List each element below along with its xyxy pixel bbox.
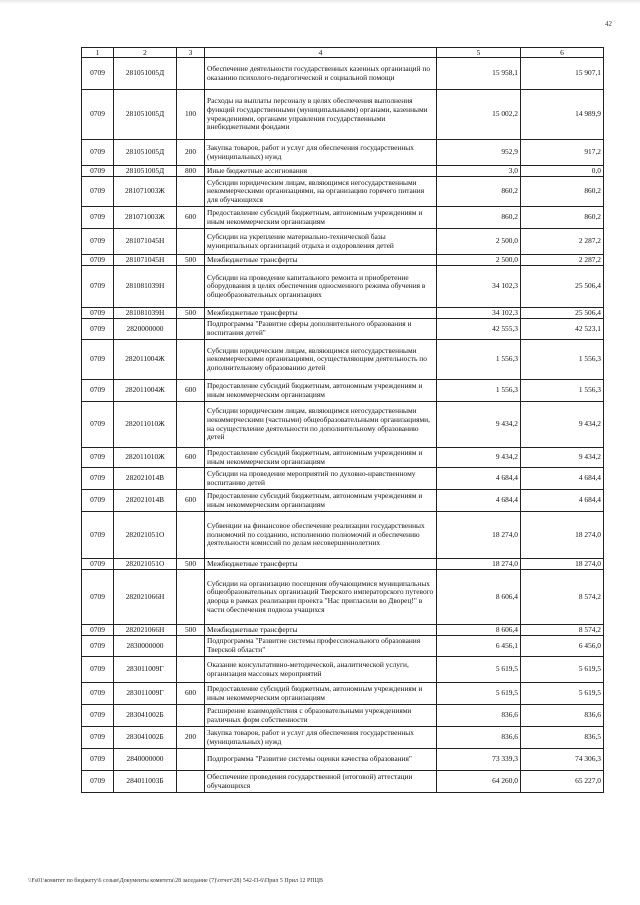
section-code-cell: 0709	[82, 448, 114, 468]
target-code-cell: 281071045Н	[114, 229, 177, 255]
target-code-cell: 282021051О	[114, 512, 177, 559]
table-row	[82, 340, 604, 380]
planned-amount-cell: 836,6	[437, 727, 521, 749]
table-row	[82, 266, 604, 308]
actual-amount-cell: 18 274,0	[521, 512, 604, 559]
expense-type-cell	[177, 771, 205, 793]
actual-amount-cell: 5 619,5	[521, 683, 604, 705]
actual-amount-cell: 65 227,0	[521, 771, 604, 793]
expense-type-cell	[177, 402, 205, 448]
item-name-cell: Субсидии на укрепление материально-технической базы муниципальных организаций отдыха и оздоровления детей	[205, 229, 437, 255]
expense-type-cell	[177, 749, 205, 771]
actual-amount-cell: 860,2	[521, 207, 604, 229]
section-code-cell: 0709	[82, 58, 114, 90]
item-name-cell: Предоставление субсидий бюджетным, автономным учреждениям и иным некоммерческим организациям	[205, 207, 437, 229]
section-code-cell: 0709	[82, 657, 114, 683]
target-code-cell: 282021066Н	[114, 625, 177, 636]
item-name-cell: Предоставление субсидий бюджетным, автономным учреждениям и иным некоммерческим организациям	[205, 380, 437, 402]
expense-type-cell: 200	[177, 140, 205, 166]
table-row	[82, 448, 604, 468]
section-code-cell: 0709	[82, 705, 114, 727]
target-code-cell: 2830000000	[114, 636, 177, 657]
item-name-cell: Субвенции на финансовое обеспечение реализации государственных полномочий по созданию, исполнению полномочий и обеспечению деятельности комиссий по делам несовершеннолетних	[205, 512, 437, 559]
target-code-cell: 282011004Ж	[114, 340, 177, 380]
section-code-cell: 0709	[82, 570, 114, 625]
table-row	[82, 490, 604, 512]
expense-type-cell: 600	[177, 380, 205, 402]
target-code-cell: 282021066Н	[114, 570, 177, 625]
table-row	[82, 570, 604, 625]
item-name-cell: Межбюджетные трансферты	[205, 255, 437, 266]
expense-type-cell: 500	[177, 308, 205, 319]
column-number: 6	[521, 48, 604, 58]
expense-type-cell: 500	[177, 559, 205, 570]
table-row	[82, 90, 604, 140]
item-name-cell: Расходы на выплаты персоналу в целях обеспечения выполнения функций государственными (муниципальными) органами, казенными учреждениями, органами управления государственными внебюджетными фондами	[205, 90, 437, 140]
section-code-cell: 0709	[82, 340, 114, 380]
planned-amount-cell: 1 556,3	[437, 340, 521, 380]
expense-type-cell	[177, 229, 205, 255]
item-name-cell: Субсидии на организацию посещения обучающимися муниципальных общеобразовательных организаций Тверского императорского путевого дворца в рамках реализации проекта "Нас пригласили во Дворец!" в части обеспечения подвоза учащихся	[205, 570, 437, 625]
table-row	[82, 177, 604, 207]
item-name-cell: Межбюджетные трансферты	[205, 308, 437, 319]
section-code-cell: 0709	[82, 140, 114, 166]
actual-amount-cell: 6 456,0	[521, 636, 604, 657]
actual-amount-cell: 917,2	[521, 140, 604, 166]
target-code-cell: 283011009Г	[114, 657, 177, 683]
expense-type-cell: 600	[177, 683, 205, 705]
planned-amount-cell: 4 684,4	[437, 490, 521, 512]
expense-type-cell: 600	[177, 448, 205, 468]
actual-amount-cell: 9 434,2	[521, 448, 604, 468]
table-row	[82, 625, 604, 636]
table-row	[82, 657, 604, 683]
actual-amount-cell: 18 274,0	[521, 559, 604, 570]
table-row	[82, 402, 604, 448]
table-row	[82, 255, 604, 266]
planned-amount-cell: 4 684,4	[437, 468, 521, 490]
planned-amount-cell: 836,6	[437, 705, 521, 727]
table-row	[82, 559, 604, 570]
table-row	[82, 319, 604, 340]
column-number: 2	[114, 48, 177, 58]
actual-amount-cell: 860,2	[521, 177, 604, 207]
planned-amount-cell: 5 619,5	[437, 657, 521, 683]
section-code-cell: 0709	[82, 177, 114, 207]
target-code-cell: 283041002Б	[114, 705, 177, 727]
section-code-cell: 0709	[82, 380, 114, 402]
item-name-cell: Предоставление субсидий бюджетным, автономным учреждениям и иным некоммерческим организациям	[205, 683, 437, 705]
table-row	[82, 705, 604, 727]
expense-type-cell	[177, 177, 205, 207]
item-name-cell: Субсидии на проведение мероприятий по духовно-нравственному воспитанию детей	[205, 468, 437, 490]
expense-type-cell	[177, 657, 205, 683]
actual-amount-cell: 25 506,4	[521, 308, 604, 319]
section-code-cell: 0709	[82, 490, 114, 512]
target-code-cell: 281071045Н	[114, 255, 177, 266]
table-row	[82, 229, 604, 255]
planned-amount-cell: 5 619,5	[437, 683, 521, 705]
expense-type-cell: 600	[177, 490, 205, 512]
planned-amount-cell: 952,9	[437, 140, 521, 166]
item-name-cell: Обеспечение проведения государственной (итоговой) аттестации обучающихся	[205, 771, 437, 793]
planned-amount-cell: 9 434,2	[437, 402, 521, 448]
target-code-cell: 281051005Д	[114, 58, 177, 90]
planned-amount-cell: 1 556,3	[437, 380, 521, 402]
table-row	[82, 749, 604, 771]
target-code-cell: 282021014В	[114, 490, 177, 512]
actual-amount-cell: 1 556,3	[521, 380, 604, 402]
target-code-cell: 281071003Ж	[114, 177, 177, 207]
section-code-cell: 0709	[82, 625, 114, 636]
section-code-cell: 0709	[82, 636, 114, 657]
section-code-cell: 0709	[82, 512, 114, 559]
planned-amount-cell: 860,2	[437, 177, 521, 207]
section-code-cell: 0709	[82, 402, 114, 448]
table-row	[82, 140, 604, 166]
planned-amount-cell: 73 339,3	[437, 749, 521, 771]
section-code-cell: 0709	[82, 207, 114, 229]
target-code-cell: 281051005Д	[114, 166, 177, 177]
actual-amount-cell: 836,6	[521, 705, 604, 727]
expense-type-cell	[177, 266, 205, 308]
section-code-cell: 0709	[82, 468, 114, 490]
table-row	[82, 683, 604, 705]
planned-amount-cell: 42 555,3	[437, 319, 521, 340]
expense-type-cell: 200	[177, 727, 205, 749]
planned-amount-cell: 18 274,0	[437, 559, 521, 570]
target-code-cell: 281051005Д	[114, 90, 177, 140]
column-number: 5	[437, 48, 521, 58]
target-code-cell: 282021014В	[114, 468, 177, 490]
target-code-cell: 281051005Д	[114, 140, 177, 166]
target-code-cell: 281071003Ж	[114, 207, 177, 229]
planned-amount-cell: 3,0	[437, 166, 521, 177]
planned-amount-cell: 9 434,2	[437, 448, 521, 468]
target-code-cell: 282011010Ж	[114, 448, 177, 468]
expense-type-cell	[177, 570, 205, 625]
page-number: 42	[605, 20, 612, 28]
section-code-cell: 0709	[82, 771, 114, 793]
expense-type-cell	[177, 340, 205, 380]
section-code-cell: 0709	[82, 90, 114, 140]
item-name-cell: Оказание консультативно-методической, аналитической услуги, организация массовых мероприятий	[205, 657, 437, 683]
item-name-cell: Субсидии юридическим лицам, являющимся негосударственными некоммерческими организациями, осуществляющим деятельность по дополнительному образованию детей	[205, 340, 437, 380]
table-row	[82, 380, 604, 402]
expense-type-cell	[177, 319, 205, 340]
actual-amount-cell: 2 287,2	[521, 255, 604, 266]
actual-amount-cell: 42 523,1	[521, 319, 604, 340]
actual-amount-cell: 14 989,9	[521, 90, 604, 140]
item-name-cell: Подпрограмма "Развитие системы профессионального образования Тверской области"	[205, 636, 437, 657]
target-code-cell: 284011003Б	[114, 771, 177, 793]
target-code-cell: 281081039Н	[114, 266, 177, 308]
column-number-row	[82, 48, 604, 58]
actual-amount-cell: 8 574,2	[521, 625, 604, 636]
item-name-cell: Подпрограмма "Развитие системы оценки качества образования"	[205, 749, 437, 771]
table-row	[82, 468, 604, 490]
target-code-cell: 282011004Ж	[114, 380, 177, 402]
actual-amount-cell: 15 907,1	[521, 58, 604, 90]
actual-amount-cell: 4 684,4	[521, 490, 604, 512]
planned-amount-cell: 64 260,0	[437, 771, 521, 793]
item-name-cell: Межбюджетные трансферты	[205, 625, 437, 636]
actual-amount-cell: 9 434,2	[521, 402, 604, 448]
actual-amount-cell: 836,5	[521, 727, 604, 749]
scan-edge	[0, 0, 640, 4]
item-name-cell: Предоставление субсидий бюджетным, автономным учреждениям и иным некоммерческим организациям	[205, 448, 437, 468]
section-code-cell: 0709	[82, 166, 114, 177]
actual-amount-cell: 4 684,4	[521, 468, 604, 490]
planned-amount-cell: 34 102,3	[437, 308, 521, 319]
table-row	[82, 727, 604, 749]
actual-amount-cell: 8 574,2	[521, 570, 604, 625]
section-code-cell: 0709	[82, 308, 114, 319]
expense-type-cell	[177, 58, 205, 90]
item-name-cell: Закупка товаров, работ и услуг для обеспечения государственных (муниципальных) нужд	[205, 140, 437, 166]
planned-amount-cell: 2 500,0	[437, 229, 521, 255]
planned-amount-cell: 860,2	[437, 207, 521, 229]
item-name-cell: Предоставление субсидий бюджетным, автономным учреждениям и иным некоммерческим организациям	[205, 490, 437, 512]
target-code-cell: 281081039Н	[114, 308, 177, 319]
footer-file-path: \\Fs01\комитет по бюджету\6 созыв\Документы комитета\28 заседание (7)\отчет\28) 542-П-6\Прил 5 Прил 12 РПЦВ	[28, 878, 323, 884]
table-row	[82, 58, 604, 90]
target-code-cell: 282021051О	[114, 559, 177, 570]
section-code-cell: 0709	[82, 255, 114, 266]
planned-amount-cell: 15 958,1	[437, 58, 521, 90]
expense-type-cell	[177, 705, 205, 727]
table-row	[82, 166, 604, 177]
section-code-cell: 0709	[82, 319, 114, 340]
section-code-cell: 0709	[82, 229, 114, 255]
expense-type-cell: 500	[177, 625, 205, 636]
column-number: 3	[177, 48, 205, 58]
planned-amount-cell: 8 606,4	[437, 570, 521, 625]
item-name-cell: Иные бюджетные ассигнования	[205, 166, 437, 177]
expense-type-cell	[177, 512, 205, 559]
item-name-cell: Субсидии юридическим лицам, являющимся негосударственными некоммерческими организациями, на организацию горячего питания для обучающихся	[205, 177, 437, 207]
planned-amount-cell: 15 002,2	[437, 90, 521, 140]
item-name-cell: Обеспечение деятельности государственных казенных организаций по оказанию психолого-педагогической и социальной помощи	[205, 58, 437, 90]
section-code-cell: 0709	[82, 559, 114, 570]
table-row	[82, 636, 604, 657]
actual-amount-cell: 1 556,3	[521, 340, 604, 380]
section-code-cell: 0709	[82, 683, 114, 705]
target-code-cell: 2840000000	[114, 749, 177, 771]
item-name-cell: Субсидии на проведение капитального ремонта и приобретение оборудования в целях обеспечения односменного режима обучения в общеобразовательных организациях	[205, 266, 437, 308]
target-code-cell: 2820000000	[114, 319, 177, 340]
actual-amount-cell: 0,0	[521, 166, 604, 177]
expense-type-cell: 800	[177, 166, 205, 177]
planned-amount-cell: 18 274,0	[437, 512, 521, 559]
actual-amount-cell: 5 619,5	[521, 657, 604, 683]
expense-type-cell: 500	[177, 255, 205, 266]
column-number: 1	[82, 48, 114, 58]
target-code-cell: 282011010Ж	[114, 402, 177, 448]
expense-type-cell	[177, 468, 205, 490]
section-code-cell: 0709	[82, 266, 114, 308]
section-code-cell: 0709	[82, 727, 114, 749]
item-name-cell: Межбюджетные трансферты	[205, 559, 437, 570]
budget-table	[81, 47, 604, 793]
table-row	[82, 771, 604, 793]
table-row	[82, 308, 604, 319]
planned-amount-cell: 8 606,4	[437, 625, 521, 636]
column-number: 4	[205, 48, 437, 58]
item-name-cell: Подпрограмма "Развитие сферы дополнительного образования и воспитания детей"	[205, 319, 437, 340]
planned-amount-cell: 2 500,0	[437, 255, 521, 266]
expense-type-cell	[177, 636, 205, 657]
item-name-cell: Субсидии юридическим лицам, являющимся негосударственными некоммерческими (частными) общеобразовательными организациями, на осуществление деятельности по дополнительному образованию детей	[205, 402, 437, 448]
actual-amount-cell: 74 306,3	[521, 749, 604, 771]
expense-type-cell: 100	[177, 90, 205, 140]
expense-type-cell: 600	[177, 207, 205, 229]
section-code-cell: 0709	[82, 749, 114, 771]
planned-amount-cell: 6 456,1	[437, 636, 521, 657]
table-row	[82, 512, 604, 559]
item-name-cell: Закупка товаров, работ и услуг для обеспечения государственных (муниципальных) нужд	[205, 727, 437, 749]
target-code-cell: 283011009Г	[114, 683, 177, 705]
actual-amount-cell: 2 287,2	[521, 229, 604, 255]
table-row	[82, 207, 604, 229]
target-code-cell: 283041002Б	[114, 727, 177, 749]
item-name-cell: Расширение взаимодействия с образовательными учреждениями различных форм собственности	[205, 705, 437, 727]
actual-amount-cell: 25 506,4	[521, 266, 604, 308]
planned-amount-cell: 34 102,3	[437, 266, 521, 308]
